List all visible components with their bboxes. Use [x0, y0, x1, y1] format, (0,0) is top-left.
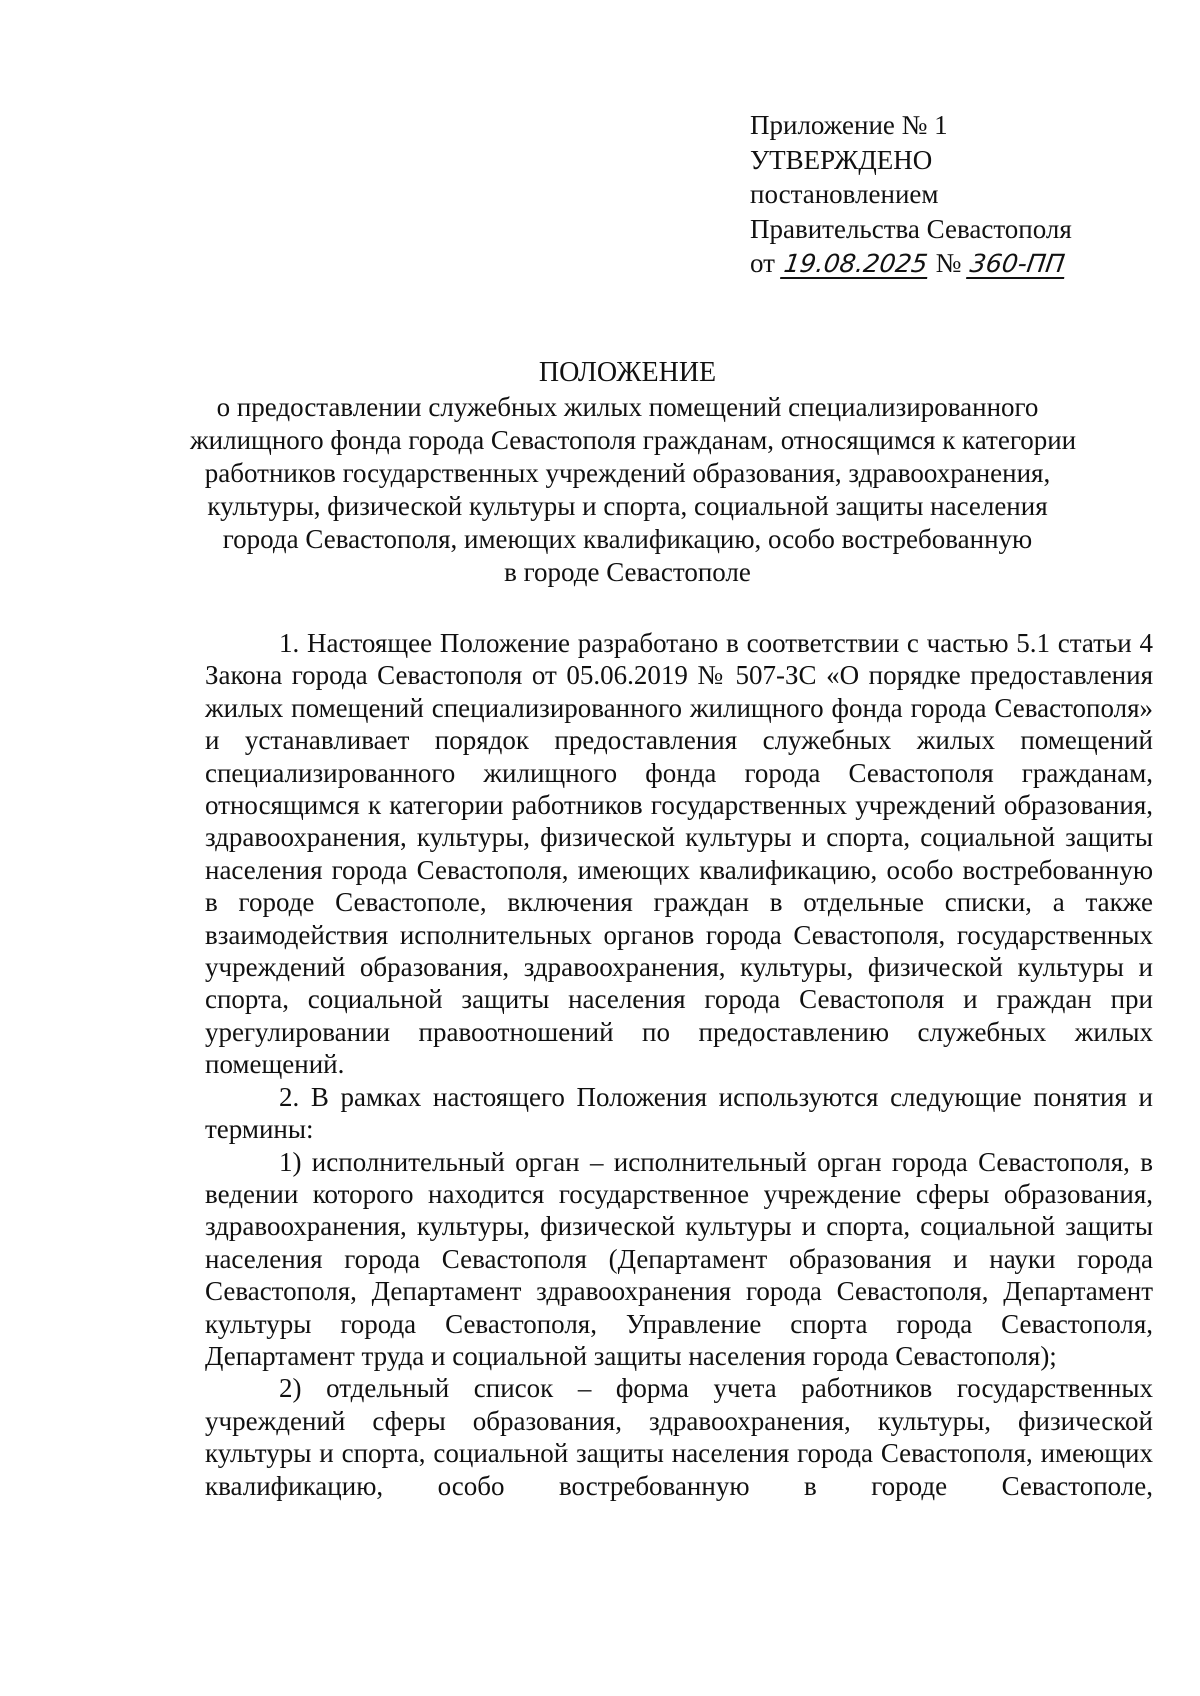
- number-label: №: [935, 248, 962, 278]
- resolution-label: постановлением: [750, 179, 939, 209]
- title-line: работников государственных учреждений образования, здравоохранения,: [204, 458, 1051, 488]
- resolution-date-number: [750, 246, 1072, 281]
- approved-label: УТВЕРЖДЕНО: [750, 144, 933, 175]
- title-line: культуры, физической культуры и спорта, социальной защиты населения: [207, 491, 1048, 521]
- paragraph-1: 1. Настоящее Положение разработано в соответствии с частью 5.1 статьи 4 Закона города Севастополя от 05.06.2019 № 507-ЗС «О порядке предоставления жилых помещений специализированного жилищного фонда города Севастополя» и устанавливает порядок предоставления служебных жилых помещений специализированного жилищного фонда города Севастополя гражданам, относящимся к категории работников государственных учреждений образования, здравоохранения, культуры, физической культуры и спорта, социальной защиты населения города Севастополя, имеющих квалификацию, особо востребованную в городе Севастополе, включения граждан в отдельные списки, а также взаимодействия исполнительных органов города Севастополя, государственных учреждений образования, здравоохранения, культуры, физической культуры и спорта, социальной защиты населения города Севастополя и граждан при урегулировании правоотношений по предоставлению служебных жилых помещений.: [205, 628, 1153, 1080]
- government-name: Правительства Севастополя: [750, 213, 1072, 244]
- paragraph-2-item-2: 2) отдельный список – форма учета работников государственных учреждений сферы образования, здравоохранения, культуры, физической культуры и спорта, социальной защиты населения города Севастополя, имеющих квалификацию, особо востребованную в городе Севастополе,: [205, 1373, 1153, 1501]
- approval-stamp-block: [750, 108, 1072, 281]
- document-title: [190, 356, 1077, 589]
- appendix-number: Приложение № 1: [750, 110, 948, 140]
- handwritten-date: 19.08.2025: [780, 251, 931, 279]
- title-heading: ПОЛОЖЕНИЕ: [538, 357, 717, 388]
- paragraph-2-item-1: 1) исполнительный орган – исполнительный орган города Севастополя, в ведении которого находится государственное учреждение сферы образования, здравоохранения, культуры, физической культуры и спорта, социальной защиты населения города Севастополя (Департамент образования и науки города Севастополя, Департамент здравоохранения города Севастополя, Департамент культуры города Севастополя, Управление спорта города Севастополя, Департамент труда и социальной защиты населения города Севастополя);: [205, 1146, 1153, 1371]
- title-line: в городе Севастополе: [504, 557, 751, 587]
- from-label: от: [750, 248, 775, 278]
- document-body: [205, 627, 1153, 1502]
- paragraph-2: 2. В рамках настоящего Положения используются следующие понятия и термины:: [205, 1081, 1153, 1145]
- title-line: жилищного фонда города Севастополя гражданам, относящимся к категории: [190, 425, 1077, 455]
- title-line: города Севастополя, имеющих квалификацию, особо востребованную: [222, 524, 1033, 554]
- title-line: о предоставлении служебных жилых помещений специализированного: [216, 392, 1039, 422]
- handwritten-number: 360-ПП: [966, 251, 1068, 279]
